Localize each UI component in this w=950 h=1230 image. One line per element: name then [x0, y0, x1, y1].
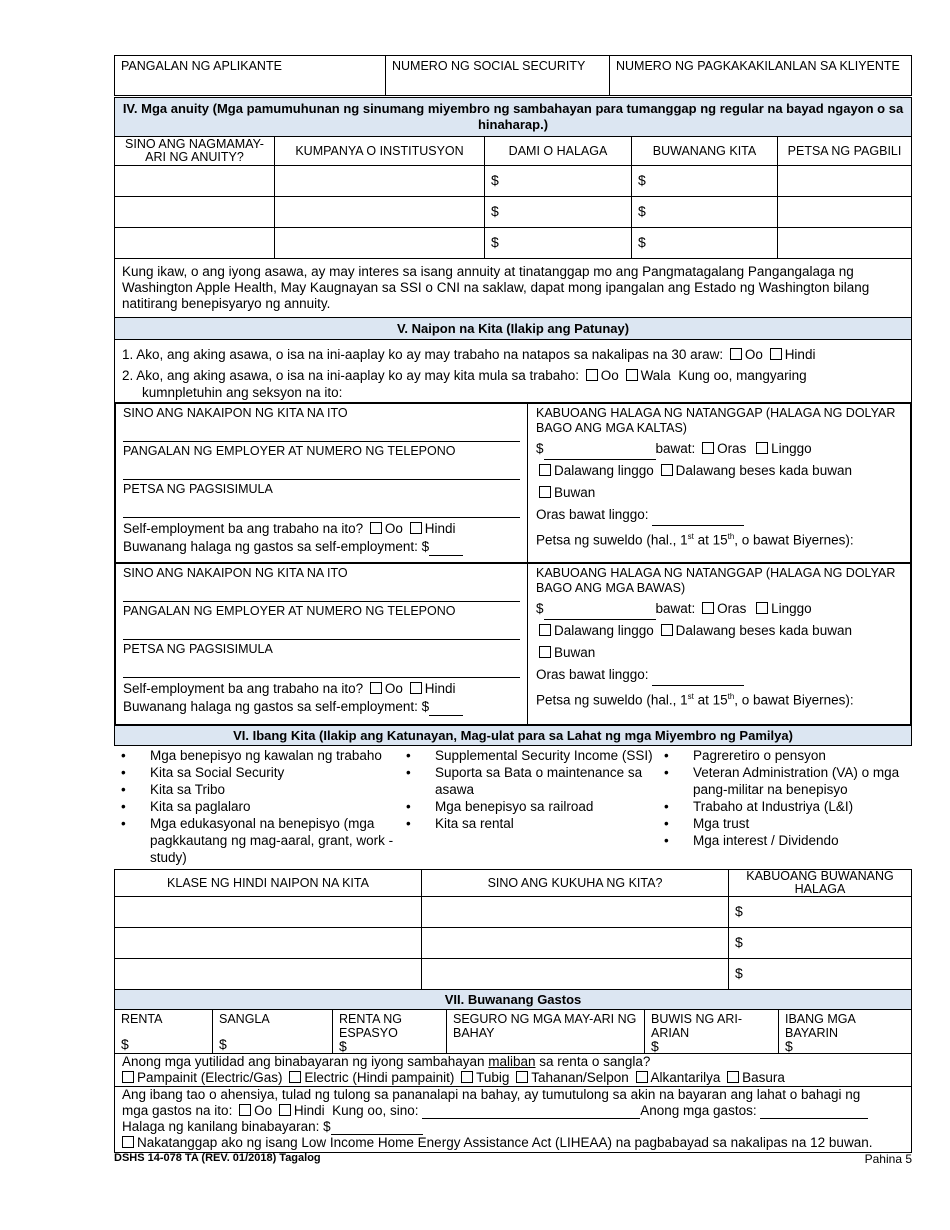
- month-checkbox[interactable]: [539, 486, 551, 498]
- other-bills-label: IBANG MGA BAYARIN: [785, 1012, 856, 1040]
- q2-none-checkbox[interactable]: [626, 369, 638, 381]
- utilities-q-b: sa renta o sangla?: [535, 1054, 651, 1069]
- currency-sign: $: [638, 203, 646, 219]
- earner-field[interactable]: [123, 406, 520, 442]
- employer-field[interactable]: [123, 604, 520, 640]
- pay-frequency-row: [536, 598, 902, 620]
- section-5-title: V. Naipon na Kita (Ilakip ang Patunay): [114, 318, 912, 340]
- applicant-header-row: [114, 55, 912, 96]
- per-label: bawat:: [655, 441, 696, 456]
- pay-frequency-row-3: [536, 642, 902, 664]
- semimonthly-label: Dalawang beses kada buwan: [675, 463, 852, 478]
- biweekly-label: Dalawang linggo: [554, 623, 654, 638]
- self-employment-cost: [123, 538, 520, 556]
- utilities-question: [122, 1054, 904, 1070]
- self-employment-q: [123, 520, 520, 538]
- annuity-row: [114, 166, 912, 197]
- income-types-col-1: [115, 747, 400, 866]
- hours-week-label: Oras bawat linggo:: [536, 507, 649, 522]
- currency-sign: $: [735, 965, 743, 981]
- self-emp-cost-input[interactable]: [429, 715, 463, 716]
- income-type-item: • Mga benepisyo ng kawalan ng trabaho: [115, 747, 400, 764]
- utilities-options: [122, 1070, 904, 1086]
- col-monthly-income: BUWANANG KITA: [632, 137, 778, 165]
- water-label: Tubig: [476, 1070, 510, 1085]
- income-types-col-2: [400, 747, 658, 866]
- insurance-field[interactable]: [447, 1010, 645, 1053]
- liheaa-row: [122, 1135, 904, 1151]
- monthly-expenses-row: [114, 1010, 912, 1054]
- hours-week-row: [536, 664, 902, 686]
- col-recipient: SINO ANG KUKUHA NG KITA?: [422, 870, 729, 896]
- assistance-amount-label: Halaga ng kanilang binabayaran: $: [122, 1119, 331, 1134]
- client-id-label: NUMERO NG PAGKAKAKILANLAN SA KLIYENTE: [616, 59, 900, 73]
- annuity-income-input[interactable]: [632, 197, 778, 227]
- assistance-row: [114, 1087, 912, 1153]
- mortgage-field[interactable]: [213, 1010, 333, 1053]
- monthly-total-input[interactable]: [729, 897, 911, 927]
- payday-label-b: at 15: [693, 692, 728, 708]
- annuity-note: [114, 259, 912, 318]
- form-page: [114, 55, 912, 1153]
- assistance-no-label: Hindi: [293, 1103, 325, 1118]
- income-type-item: • Mga edukasyonal na benepisyo (mga pagkkautang ng mag-aaral, grant, work - study): [115, 815, 400, 866]
- section-4-title: IV. Mga anuity (Mga pamumuhunan ng sinumang miyembro ng sambahayan para tumanggap ng regular na bayad ngayon o sa hinaharap.): [114, 97, 912, 137]
- start-date-label: PETSA NG PAGSISIMULA: [123, 482, 273, 496]
- currency-sign: $: [339, 1038, 347, 1054]
- annuity-row: [114, 228, 912, 259]
- garbage-checkbox[interactable]: [727, 1071, 739, 1083]
- self-employment-label: Self-employment ba ang trabaho na ito?: [123, 521, 364, 536]
- biweekly-checkbox[interactable]: [539, 624, 551, 636]
- per-label: bawat:: [655, 601, 696, 616]
- col-monthly-total: KABUOANG BUWANANG HALAGA: [746, 869, 894, 896]
- space-rent-field[interactable]: [333, 1010, 447, 1053]
- income-type-item: • Kita sa paglalaro: [115, 798, 400, 815]
- assistance-what-label: Anong mga gastos:: [640, 1103, 757, 1118]
- other-bills-field[interactable]: [779, 1010, 911, 1053]
- annuity-column-headers: [114, 137, 912, 166]
- semimonthly-checkbox[interactable]: [661, 464, 673, 476]
- income-type-item: • Kita sa Social Security: [115, 764, 400, 781]
- income-type-item: • Veteran Administration (VA) o mga pang-militar na benepisyo: [658, 764, 912, 798]
- annuity-owner-input[interactable]: [115, 197, 275, 227]
- utilities-q-underline: maliban: [488, 1054, 536, 1069]
- question-2: [122, 366, 904, 385]
- q2-complete-text: kumnpletuhin ang seksyon na ito:: [142, 385, 343, 400]
- payday-label-c: , o bawat Biyernes):: [734, 532, 854, 548]
- assistance-answers: [122, 1103, 904, 1119]
- earned-income-block-2: [114, 564, 912, 726]
- biweekly-checkbox[interactable]: [539, 464, 551, 476]
- pay-info: [528, 564, 910, 724]
- self-emp-cost-input[interactable]: [429, 555, 463, 556]
- rent-label: RENTA: [121, 1012, 163, 1026]
- question-2-text: 2. Ako, ang aking asawa, o isa na ini-aaplay ko ay may kita mula sa trabaho:: [122, 368, 580, 383]
- month-label: Buwan: [554, 485, 596, 500]
- earner-label: SINO ANG NAKAIPON NG KITA NA ITO: [123, 406, 348, 420]
- currency-sign: $: [735, 903, 743, 919]
- semimonthly-label: Dalawang beses kada buwan: [675, 623, 852, 638]
- currency-sign: $: [785, 1038, 793, 1054]
- yes-label: Oo: [384, 521, 403, 536]
- week-label: Linggo: [771, 601, 812, 616]
- electric-label: Electric (Hindi pampainit): [304, 1070, 455, 1085]
- income-type-item: • Mga trust: [658, 815, 912, 832]
- hours-week-label: Oras bawat linggo:: [536, 667, 649, 682]
- total-received-label: KABUOANG HALAGA NG NATANGGAP (HALAGA NG DOLYAR BAGO ANG MGA BAWAS): [536, 566, 896, 595]
- currency-sign: $: [121, 1036, 129, 1052]
- hour-checkbox[interactable]: [702, 602, 714, 614]
- yes-label: Oo: [384, 681, 403, 696]
- dollar-sign: $: [536, 601, 544, 616]
- heating-checkbox[interactable]: [122, 1071, 134, 1083]
- col-owner: SINO ANG NAGMAMAY-ARI NG ANUITY?: [115, 137, 275, 165]
- th-sup: th: [727, 532, 735, 541]
- income-type-item: • Suporta sa Bata o maintenance sa asawa: [400, 764, 658, 798]
- annuity-income-input[interactable]: [632, 228, 778, 258]
- heating-label: Pampainit (Electric/Gas): [137, 1070, 283, 1085]
- earner-field[interactable]: [123, 566, 520, 602]
- assistance-q-b: mga gastos na ito:: [122, 1103, 233, 1118]
- hours-week-row: [536, 504, 902, 526]
- start-date-field[interactable]: [123, 642, 520, 678]
- employer-label: PANGALAN NG EMPLOYER AT NUMERO NG TELEPONO: [123, 444, 456, 458]
- biweekly-label: Dalawang linggo: [554, 463, 654, 478]
- dollar-sign: $: [536, 441, 544, 456]
- currency-sign: $: [491, 234, 499, 250]
- start-date-label: PETSA NG PAGSISIMULA: [123, 642, 273, 656]
- income-types-col-3: [658, 747, 912, 866]
- assistance-question: Ang ibang tao o ahensiya, tulad ng tulong sa pananalapi na bahay, ay tumutulong sa akin na bayaran ang lahat o bahagi ng: [122, 1087, 861, 1102]
- employer-label: PANGALAN NG EMPLOYER AT NUMERO NG TELEPONO: [123, 604, 456, 618]
- income-type-input[interactable]: [115, 959, 422, 989]
- garbage-label: Basura: [742, 1070, 785, 1085]
- annuity-income-input[interactable]: [632, 166, 778, 196]
- payday-label-b: at 15: [693, 532, 728, 548]
- income-type-input[interactable]: [115, 928, 422, 958]
- annuity-date-input[interactable]: [778, 228, 911, 258]
- no-label: Hindi: [424, 521, 456, 536]
- col-purchase-date: PETSA NG PAGBILI: [787, 143, 902, 158]
- self-employment-q: [123, 680, 520, 698]
- currency-sign: $: [651, 1038, 659, 1054]
- assistance-no-checkbox[interactable]: [279, 1104, 291, 1116]
- question-1: [122, 345, 904, 364]
- payday-label-c: , o bawat Biyernes):: [734, 692, 854, 708]
- col-income-type: KLASE NG HINDI NAIPON NA KITA: [115, 870, 422, 896]
- monthly-total-input[interactable]: [729, 928, 911, 958]
- sewer-checkbox[interactable]: [636, 1071, 648, 1083]
- self-employment-cost-label: Buwanang halaga ng gastos sa self-employment: $: [123, 539, 430, 554]
- income-type-item: • Kita sa Tribo: [115, 781, 400, 798]
- income-type-input[interactable]: [115, 897, 422, 927]
- sewer-label: Alkantarilya: [650, 1070, 721, 1085]
- start-date-field[interactable]: [123, 482, 520, 518]
- week-checkbox[interactable]: [756, 602, 768, 614]
- payday-row[interactable]: [536, 686, 902, 712]
- semimonthly-checkbox[interactable]: [661, 624, 673, 636]
- insurance-label: SEGURO NG MGA MAY-ARI NG BAHAY: [453, 1012, 637, 1040]
- unearned-income-headers: [114, 869, 912, 897]
- currency-sign: $: [219, 1036, 227, 1052]
- employer-field[interactable]: [123, 444, 520, 480]
- employment-info: [116, 564, 528, 724]
- section-7-title: VII. Buwanang Gastos: [114, 990, 912, 1010]
- col-amount: DAMI O HALAGA: [485, 137, 632, 165]
- annuity-date-input[interactable]: [778, 197, 911, 227]
- recipient-input[interactable]: [422, 897, 729, 927]
- hour-label: Oras: [717, 441, 747, 456]
- income-type-item: • Trabaho at Industriya (L&I): [658, 798, 912, 815]
- earned-income-block-1: [114, 402, 912, 564]
- q2-none-label: Wala: [640, 368, 671, 383]
- q2-yes-checkbox[interactable]: [586, 369, 598, 381]
- applicant-name-field[interactable]: [115, 56, 386, 95]
- annuity-date-input[interactable]: [778, 166, 911, 196]
- q1-no-label: Hindi: [784, 347, 816, 362]
- assistance-yes-label: Oo: [254, 1103, 273, 1118]
- other-income-types: [114, 746, 912, 869]
- currency-sign: $: [491, 172, 499, 188]
- currency-sign: $: [491, 203, 499, 219]
- annuity-note-text: Kung ikaw, o ang iyong asawa, ay may interes sa isang annuity at tinatanggap mo ang Pangmatagalang Pangangalaga ng Washington Apple Health, May Kaugnayan sa SSI o CNI na saklaw, dapat mong ipangalan ang Estado ng Washington bilang natitirang benepisyaryo ng annuity.: [122, 264, 870, 311]
- applicant-name-label: PANGALAN NG APLIKANTE: [121, 59, 282, 73]
- pay-frequency-row: [536, 438, 902, 460]
- property-tax-label: BUWIS NG ARI-ARIAN: [651, 1012, 742, 1040]
- col-company: KUMPANYA O INSTITUSYON: [275, 137, 485, 165]
- question-1-text: 1. Ako, ang aking asawa, o isa na ini-aaplay ko ay may trabaho na natapos sa nakalipas na 30 araw:: [122, 347, 724, 362]
- hour-label: Oras: [717, 601, 747, 616]
- self-emp-yes-checkbox[interactable]: [370, 682, 382, 694]
- q1-yes-label: Oo: [744, 347, 763, 362]
- assistance-who-label: Kung oo, sino:: [332, 1103, 419, 1118]
- income-type-item: • Mga benepisyo sa railroad: [400, 798, 658, 815]
- property-tax-field[interactable]: [645, 1010, 779, 1053]
- utilities-q-a: Anong mga yutilidad ang binabayaran ng iyong sambahayan: [122, 1054, 489, 1069]
- ssn-field[interactable]: [386, 56, 610, 95]
- payday-label: Petsa ng suweldo (hal., 1: [536, 532, 688, 548]
- ssn-label: NUMERO NG SOCIAL SECURITY: [392, 59, 586, 73]
- unearned-income-row: [114, 897, 912, 928]
- income-type-item: • Supplemental Security Income (SSI): [400, 747, 658, 764]
- self-employment-cost-label: Buwanang halaga ng gastos sa self-employment: $: [123, 699, 430, 714]
- form-id: DSHS 14-078 TA (REV. 01/2018) Tagalog: [114, 1152, 321, 1164]
- phone-label: Tahanan/Selpon: [531, 1070, 629, 1085]
- assistance-amount: [122, 1119, 904, 1135]
- space-rent-label: RENTA NG ESPASYO: [339, 1012, 402, 1040]
- th-sup: th: [727, 692, 735, 701]
- mortgage-label: SANGLA: [219, 1012, 270, 1026]
- q1-yes-checkbox[interactable]: [730, 348, 742, 360]
- income-type-item: • Mga interest / Dividendo: [658, 832, 912, 849]
- st-sup: st: [687, 532, 694, 541]
- electric-checkbox[interactable]: [289, 1071, 301, 1083]
- monthly-total-input[interactable]: [729, 959, 911, 989]
- self-employment-cost: [123, 698, 520, 716]
- pay-info: [528, 404, 910, 562]
- annuity-company-input[interactable]: [275, 197, 485, 227]
- annuity-owner-input[interactable]: [115, 228, 275, 258]
- pay-frequency-row-2: [536, 460, 902, 482]
- hour-checkbox[interactable]: [702, 442, 714, 454]
- liheaa-label: Nakatanggap ako ng isang Low Income Home Energy Assistance Act (LIHEAA) na pagbabayad sa nakalipas na 12 buwan.: [137, 1135, 873, 1150]
- utilities-row: [114, 1054, 912, 1087]
- page-number: Pahina 5: [864, 1152, 912, 1166]
- month-checkbox[interactable]: [539, 646, 551, 658]
- earner-label: SINO ANG NAKAIPON NG KITA NA ITO: [123, 566, 348, 580]
- recipient-input[interactable]: [422, 928, 729, 958]
- q2-followup: Kung oo, mangyaring: [678, 368, 807, 383]
- no-label: Hindi: [424, 681, 456, 696]
- currency-sign: $: [735, 934, 743, 950]
- annuity-amount-input[interactable]: [485, 228, 632, 258]
- month-label: Buwan: [554, 645, 596, 660]
- unearned-income-row: [114, 928, 912, 959]
- self-emp-no-checkbox[interactable]: [410, 522, 422, 534]
- pay-frequency-row-3: [536, 482, 902, 504]
- q2-yes-label: Oo: [600, 368, 619, 383]
- annuity-row: [114, 197, 912, 228]
- annuity-amount-input[interactable]: [485, 197, 632, 227]
- water-checkbox[interactable]: [461, 1071, 473, 1083]
- assistance-yes-checkbox[interactable]: [239, 1104, 251, 1116]
- rent-field[interactable]: [115, 1010, 213, 1053]
- total-received-label: KABUOANG HALAGA NG NATANGGAP (HALAGA NG DOLYAR BAGO ANG MGA KALTAS): [536, 406, 896, 435]
- currency-sign: $: [638, 234, 646, 250]
- currency-sign: $: [638, 172, 646, 188]
- annuity-amount-input[interactable]: [485, 166, 632, 196]
- week-label: Linggo: [771, 441, 812, 456]
- client-id-field[interactable]: [610, 56, 911, 95]
- employment-info: [116, 404, 528, 562]
- st-sup: st: [687, 692, 694, 701]
- pay-frequency-row-2: [536, 620, 902, 642]
- section-6-title: VI. Ibang Kita (Ilakip ang Katunayan, Mag-ulat para sa Lahat ng mga Miyembro ng Pamilya): [114, 726, 912, 746]
- income-type-item: • Pagreretiro o pensyon: [658, 747, 912, 764]
- q1-no-checkbox[interactable]: [770, 348, 782, 360]
- payday-row[interactable]: [536, 526, 902, 552]
- annuity-owner-input[interactable]: [115, 166, 275, 196]
- earned-income-questions: [114, 340, 912, 402]
- phone-checkbox[interactable]: [516, 1071, 528, 1083]
- liheaa-checkbox[interactable]: [122, 1136, 134, 1148]
- payday-label: Petsa ng suweldo (hal., 1: [536, 692, 688, 708]
- self-employment-label: Self-employment ba ang trabaho na ito?: [123, 681, 364, 696]
- annuity-company-input[interactable]: [275, 166, 485, 196]
- income-type-item: • Kita sa rental: [400, 815, 658, 832]
- self-emp-yes-checkbox[interactable]: [370, 522, 382, 534]
- annuity-company-input[interactable]: [275, 228, 485, 258]
- self-emp-no-checkbox[interactable]: [410, 682, 422, 694]
- unearned-income-row: [114, 959, 912, 990]
- recipient-input[interactable]: [422, 959, 729, 989]
- page-footer: [114, 1152, 912, 1166]
- week-checkbox[interactable]: [756, 442, 768, 454]
